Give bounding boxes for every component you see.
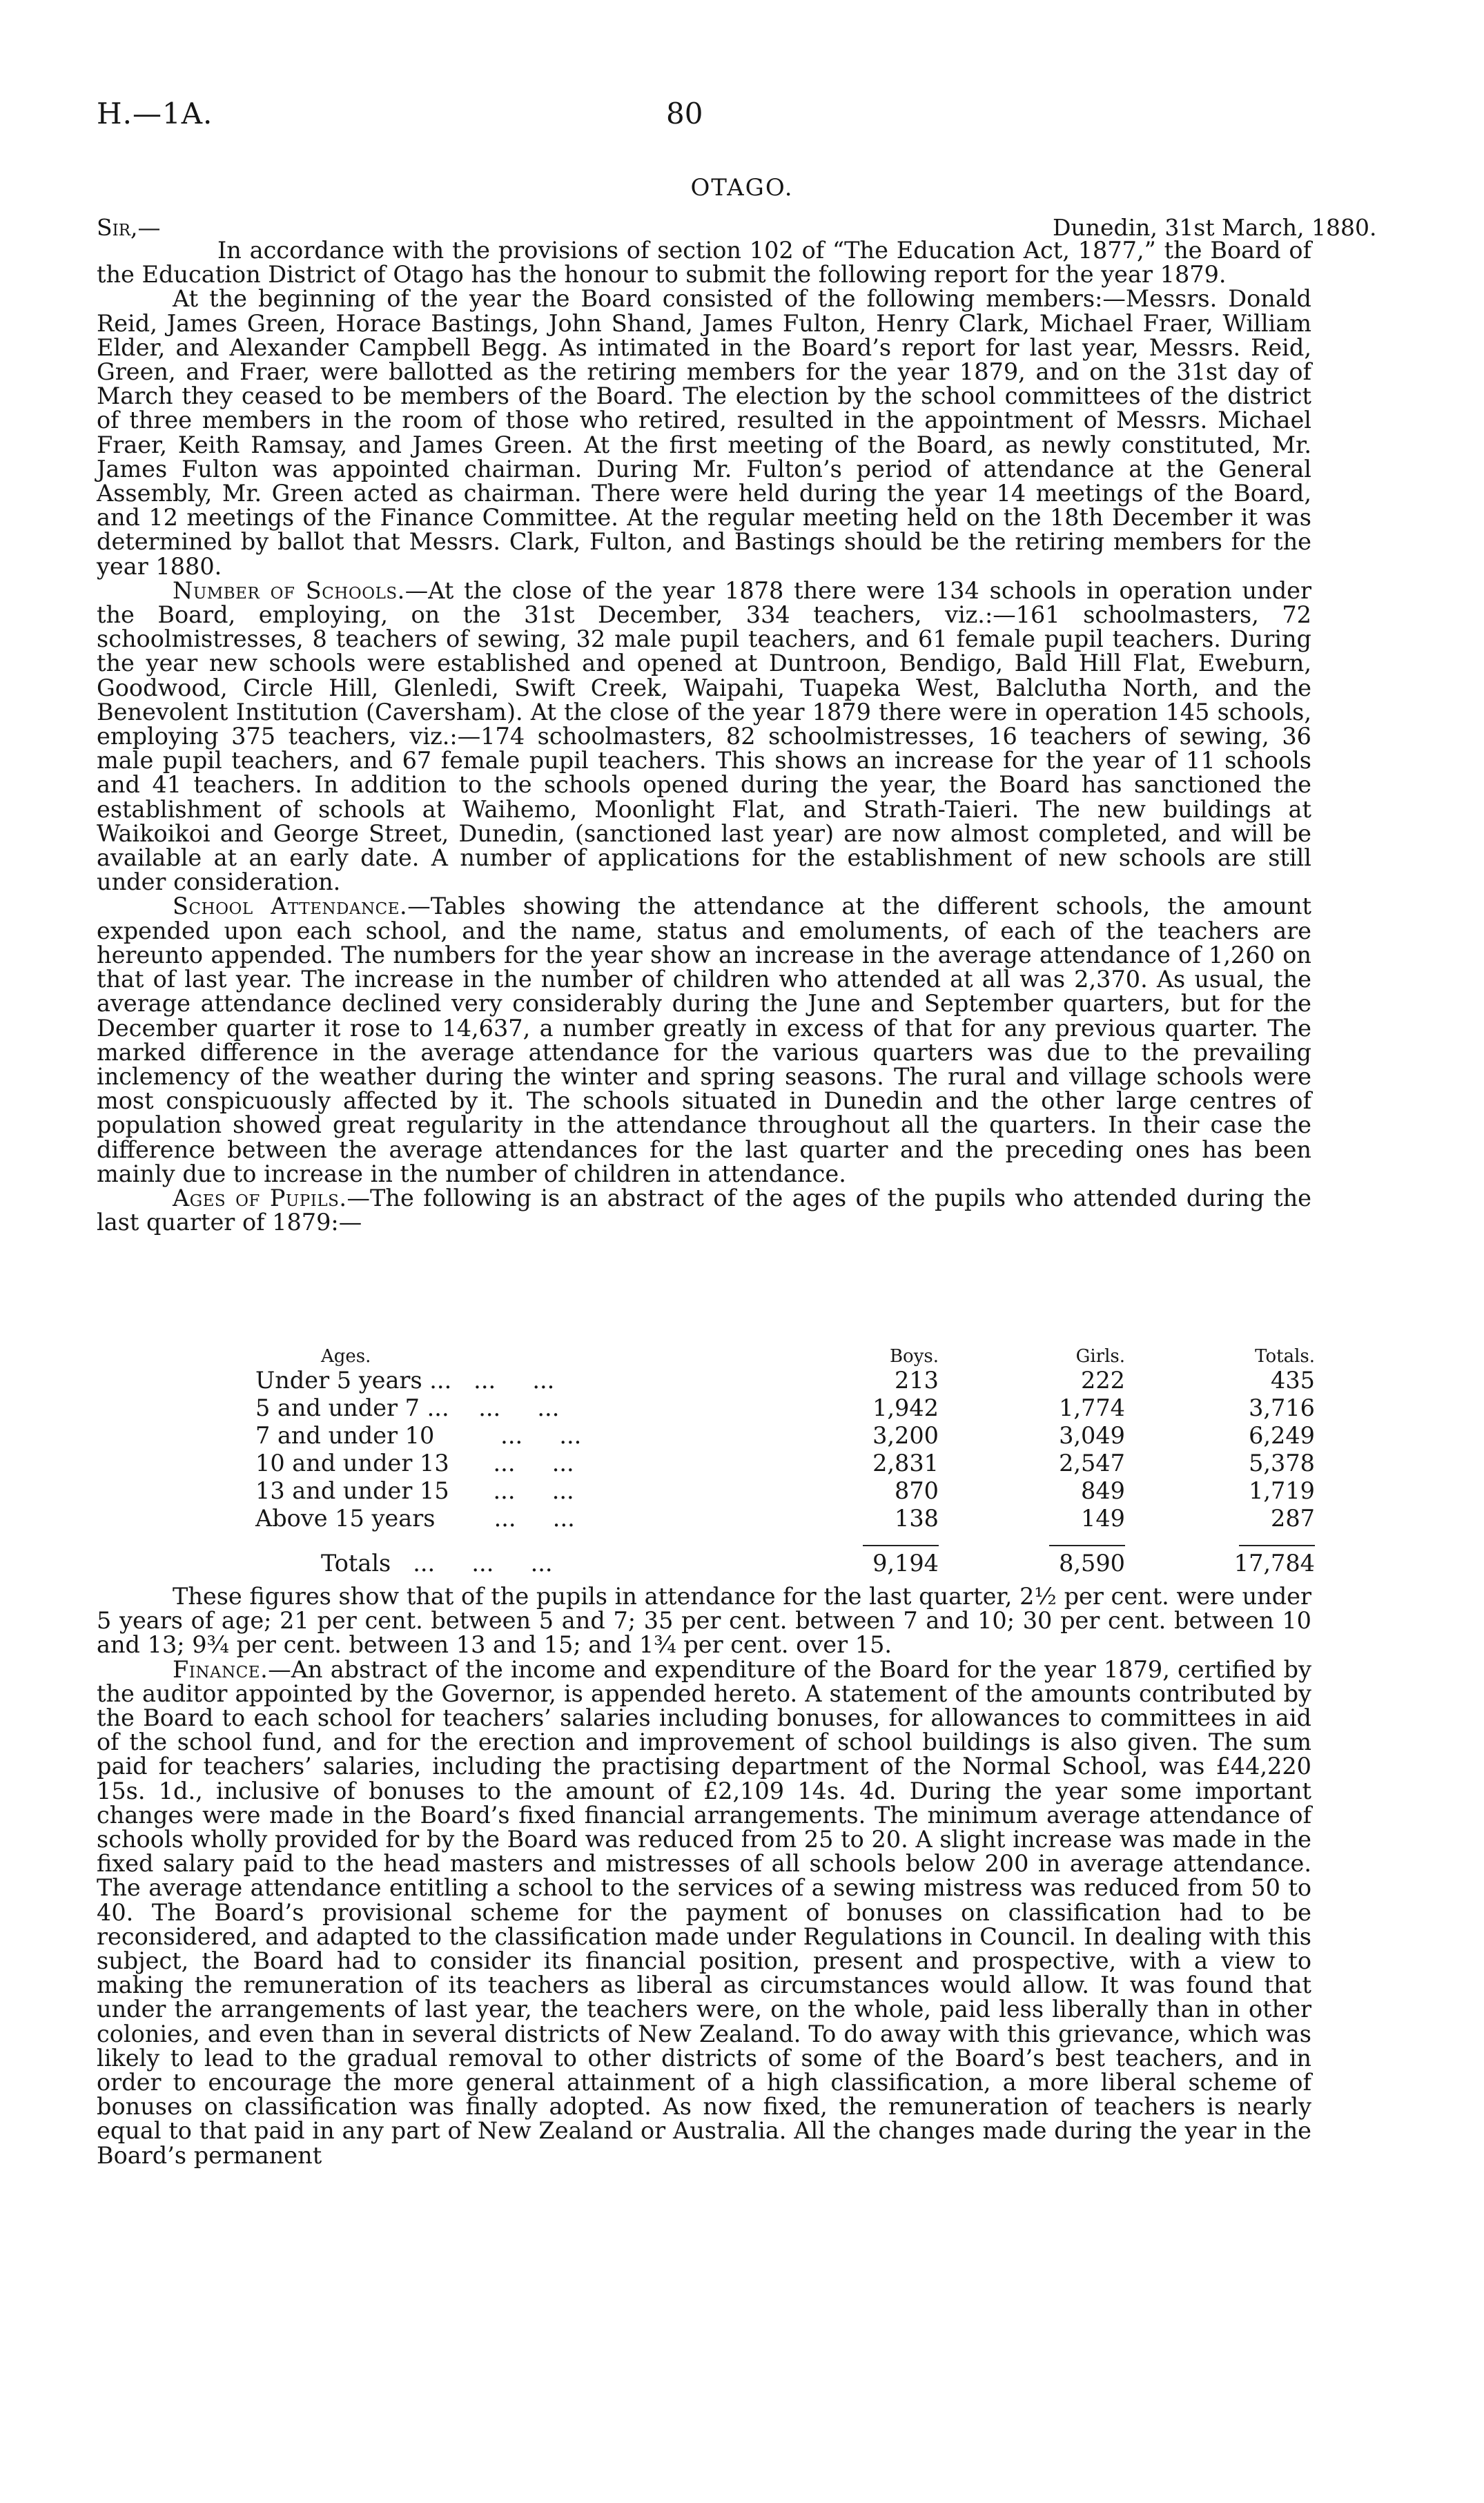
cell-spacer [707, 1367, 759, 1394]
paragraph-text: —Tables showing the attendance at the different schools, the amount expended upon each school, and the name, status and emoluments, of each of the teachers are hereunto appended. The numbers for the year show an increase in the average attendance of 1,260 on that of last year. The increase in the number of children who attended at all was 2,370. As usual, the average attendance declined very considerably during the June and September quarters, but for the December quarter it rose to 14,637, a number greatly in excess of that for any previous quarter. The marked difference in the average attendance for the various quarters was due to the prevailing inclemency of the weather during the winter and spring seasons. The rural and village schools were most conspicuously affected by it. The schools situated in Dunedin and the other large centres of population showed great regularity in the attendance throughout all the quarters. In their case the difference between the average attendances for the last quarter and the preceding ones has been mainly due to increase in the number of children in attendance. [97, 893, 1312, 1187]
cell-spacer [707, 1450, 759, 1477]
girls-total: 8,590 [1059, 1550, 1125, 1577]
girls-cell: 149 [1081, 1505, 1125, 1532]
totals-cell: 287 [1271, 1505, 1315, 1532]
boys-cell: 2,831 [872, 1450, 939, 1477]
leader-dots: ... ... [449, 1450, 574, 1477]
girls-cell: 849 [1081, 1477, 1125, 1504]
cell-spacer [707, 1394, 759, 1422]
paragraph-members [97, 286, 1311, 578]
paragraph-number-of-schools [97, 578, 1311, 895]
report-body-top [97, 238, 1311, 1234]
paragraph-heading: Finance. [173, 1655, 269, 1683]
paragraph-heading: Ages of Pupils. [173, 1184, 347, 1211]
leader-dots: ... ... [449, 1394, 560, 1421]
age-group-label [255, 1367, 707, 1394]
boys-cell: 3,200 [872, 1422, 939, 1449]
totals-row [255, 1546, 1315, 1581]
column-header-boys: Boys. [889, 1346, 939, 1367]
cell-spacer [707, 1477, 759, 1505]
column-spacer [707, 1346, 759, 1367]
leader-dots: ... ... [451, 1367, 555, 1394]
report-body-bottom [97, 1584, 1311, 2168]
totals-label-text: Totals [321, 1550, 391, 1577]
age-group-text: 10 and under 13 [255, 1450, 449, 1477]
age-group-label [255, 1477, 707, 1505]
age-group-label [255, 1505, 707, 1532]
table-row [255, 1422, 1315, 1450]
totals-cell: 5,378 [1249, 1450, 1315, 1477]
age-group-text: Above 15 years [255, 1505, 436, 1532]
table-row [255, 1450, 1315, 1477]
age-group-label [255, 1450, 707, 1477]
column-header-girls: Girls. [1075, 1346, 1125, 1367]
boys-cell: 138 [895, 1505, 939, 1532]
paragraph-ages-of-pupils [97, 1186, 1311, 1234]
page-number: 80 [666, 97, 703, 130]
grand-total: 17,784 [1233, 1550, 1315, 1577]
column-header-ages: Ages. [321, 1346, 371, 1367]
age-group-text: Under 5 years ... [255, 1367, 452, 1394]
paragraph-age-percentages [97, 1584, 1311, 1657]
paragraph-intro [97, 237, 1311, 289]
document-code: H.—1A. [97, 97, 213, 130]
salutation: Sir,— [97, 214, 161, 241]
boys-cell: 870 [895, 1477, 939, 1504]
table-header-row [255, 1346, 1315, 1367]
girls-cell: 1,774 [1059, 1394, 1125, 1421]
totals-cell: 1,719 [1249, 1477, 1315, 1504]
paragraph-heading: Number of Schools. [173, 576, 405, 604]
boys-cell: 213 [895, 1367, 939, 1394]
paragraph-school-attendance [97, 894, 1311, 1185]
girls-cell: 222 [1081, 1367, 1125, 1394]
cell-spacer [707, 1505, 759, 1532]
paragraph-text: —The following is an abstract of the ages of the pupils who attended during the last quarter of 1879:— [97, 1184, 1312, 1236]
age-group-label [255, 1422, 707, 1450]
leader-dots: ... ... [434, 1422, 582, 1449]
girls-cell: 3,049 [1059, 1422, 1125, 1449]
paragraph-text: —An abstract of the income and expenditure of the Board for the year 1879, certified by the auditor appointed by the Governor, is appended hereto. A statement of the amounts contributed by the Board to each school for teachers’ salaries including bonuses, for allowances to committees in aid of the school fund, and for the erection and improvement of school buildings is also given. The sum paid for teachers’ salaries, including the practising department of the Normal School, was £44,220 15s. 1d., inclusive of bonuses to the amount of £2,109 14s. 4d. During the year some important changes were made in the Board’s fixed financial arrangements. The minimum average attendance of schools wholly provided for by the Board was reduced from 25 to 20. A slight increase was made in the fixed salary paid to the head masters and mistresses of all schools below 200 in average attendance. The average attendance entitling a school to the services of a sewing mistress was reduced from 50 to 40. The Board’s provisional scheme for the payment of bonuses on classification had to be reconsidered, and adapted to the classification made under Regulations in Council. In dealing with this subject, the Board had to consider its financial position, present and prospective, with a view to making the remuneration of its teachers as liberal as circumstances would allow. It was found that under the arrangements of last year, the teachers were, on the whole, paid less liberally than in other colonies, and even than in several districts of New Zealand. To do away with this grievance, which was likely to lead to the gradual removal to other districts of some of the Board’s best teachers, and in order to encourage the more general attainment of a high classification, a more liberal scheme of bonuses on classification was finally adopted. As now fixed, the remuneration of teachers is nearly equal to that paid in any part of New Zealand or Australia. All the changes made during the year in the Board’s permanent [97, 1655, 1311, 2169]
ages-table [255, 1346, 1315, 1581]
boys-cell: 1,942 [872, 1394, 939, 1421]
table-row [255, 1505, 1315, 1532]
paragraph-text: At the beginning of the year the Board consisted of the following members:—Messrs. Donald Reid, James Green, Horace Bastings, John Shand, James Fulton, Henry Clark, Michael Fraer, William Elder, and Alexander Campbell Begg. As intimated in the Board’s report for last year, Messrs. Reid, Green, and Fraer, were ballotted as the retiring members for the year 1879, and on the 31st day of March they ceased to be members of the Board. The election by the school committees of the district of three members in the room of those who retired, resulted in the appointment of Messrs. Michael Fraer, Keith Ramsay, and James Green. At the first meeting of the Board, as newly constituted, Mr. James Fulton was appointed chairman. During Mr. Fulton’s period of attendance at the General Assembly, Mr. Green acted as chairman. There were held during the year 14 meetings of the Board, and 12 meetings of the Finance Committee. At the regular meeting held on the 18th December it was determined by ballot that Messrs. Clark, Fulton, and Bastings should be the retiring members for the year 1880. [97, 285, 1311, 580]
sum-rule [1125, 1532, 1315, 1546]
dateline: Dunedin, 31st March, 1880. [1053, 214, 1377, 241]
paragraph-text: In accordance with the provisions of section 102 of “The Education Act, 1877,” the Board of the Education District of Otago has the honour to submit the following report for the year 1879. [97, 237, 1311, 289]
rule-row [255, 1532, 1315, 1546]
cell-spacer [707, 1422, 759, 1450]
paragraph-text: These figures show that of the pupils in attendance for the last quarter, 2½ per cent. were under 5 years of age; 21 per cent. between 5 and 7; 35 per cent. between 7 and 10; 30 per cent. between 10 and 13; 9¾ per cent. between 13 and 15; and 1¾ per cent. over 15. [97, 1583, 1311, 1659]
leader-dots: ... ... [449, 1477, 574, 1504]
table-row [255, 1394, 1315, 1422]
age-group-text: 13 and under 15 [255, 1477, 449, 1504]
totals-label [255, 1546, 707, 1581]
table-row [255, 1477, 1315, 1505]
section-title: OTAGO. [690, 174, 794, 202]
leader-dots: ... ... ... [391, 1550, 553, 1577]
cell-spacer [707, 1532, 759, 1546]
cell-spacer [707, 1546, 759, 1581]
boys-total: 9,194 [872, 1550, 939, 1577]
sum-rule [939, 1532, 1125, 1546]
column-header-totals: Totals. [1255, 1346, 1315, 1367]
table-row [255, 1367, 1315, 1394]
totals-cell: 435 [1271, 1367, 1315, 1394]
age-group-text: 7 and under 10 [255, 1422, 435, 1449]
cell-spacer [255, 1532, 707, 1546]
paragraph-text: —At the close of the year 1878 there were 134 schools in operation under the Board, employing, on the 31st December, 334 teachers, viz.:—161 schoolmasters, 72 schoolmistresses, 8 teachers of sewing, 32 male pupil teachers, and 61 female pupil teachers. During the year new schools were established and opened at Duntroon, Bendigo, Bald Hill Flat, Eweburn, Goodwood, Circle Hill, Glenledi, Swift Creek, Waipahi, Tuapeka West, Balclutha North, and the Benevolent Institution (Caversham). At the close of the year 1879 there were in operation 145 schools, employing 375 teachers, viz.:—174 schoolmasters, 82 schoolmistresses, 16 teachers of sewing, 36 male pupil teachers, and 67 female pupil teachers. This shows an increase for the year of 11 schools and 41 teachers. In addition to the schools opened during the year, the Board has sanctioned the establishment of schools at Waihemo, Moonlight Flat, and Strath-Taieri. The new buildings at Waikoikoi and George Street, Dunedin, (sanctioned last year) are now almost completed, and will be available at an early date. A number of applications for the establishment of new schools are still under consideration. [97, 576, 1311, 896]
paragraph-finance [97, 1657, 1311, 2168]
sum-rule [759, 1532, 939, 1546]
age-group-label [255, 1394, 707, 1422]
girls-cell: 2,547 [1059, 1450, 1125, 1477]
paragraph-heading: School Attendance. [173, 893, 408, 920]
age-group-text: 5 and under 7 ... [255, 1394, 449, 1421]
leader-dots: ... ... [435, 1505, 575, 1532]
totals-cell: 6,249 [1249, 1422, 1315, 1449]
totals-cell: 3,716 [1249, 1394, 1315, 1421]
